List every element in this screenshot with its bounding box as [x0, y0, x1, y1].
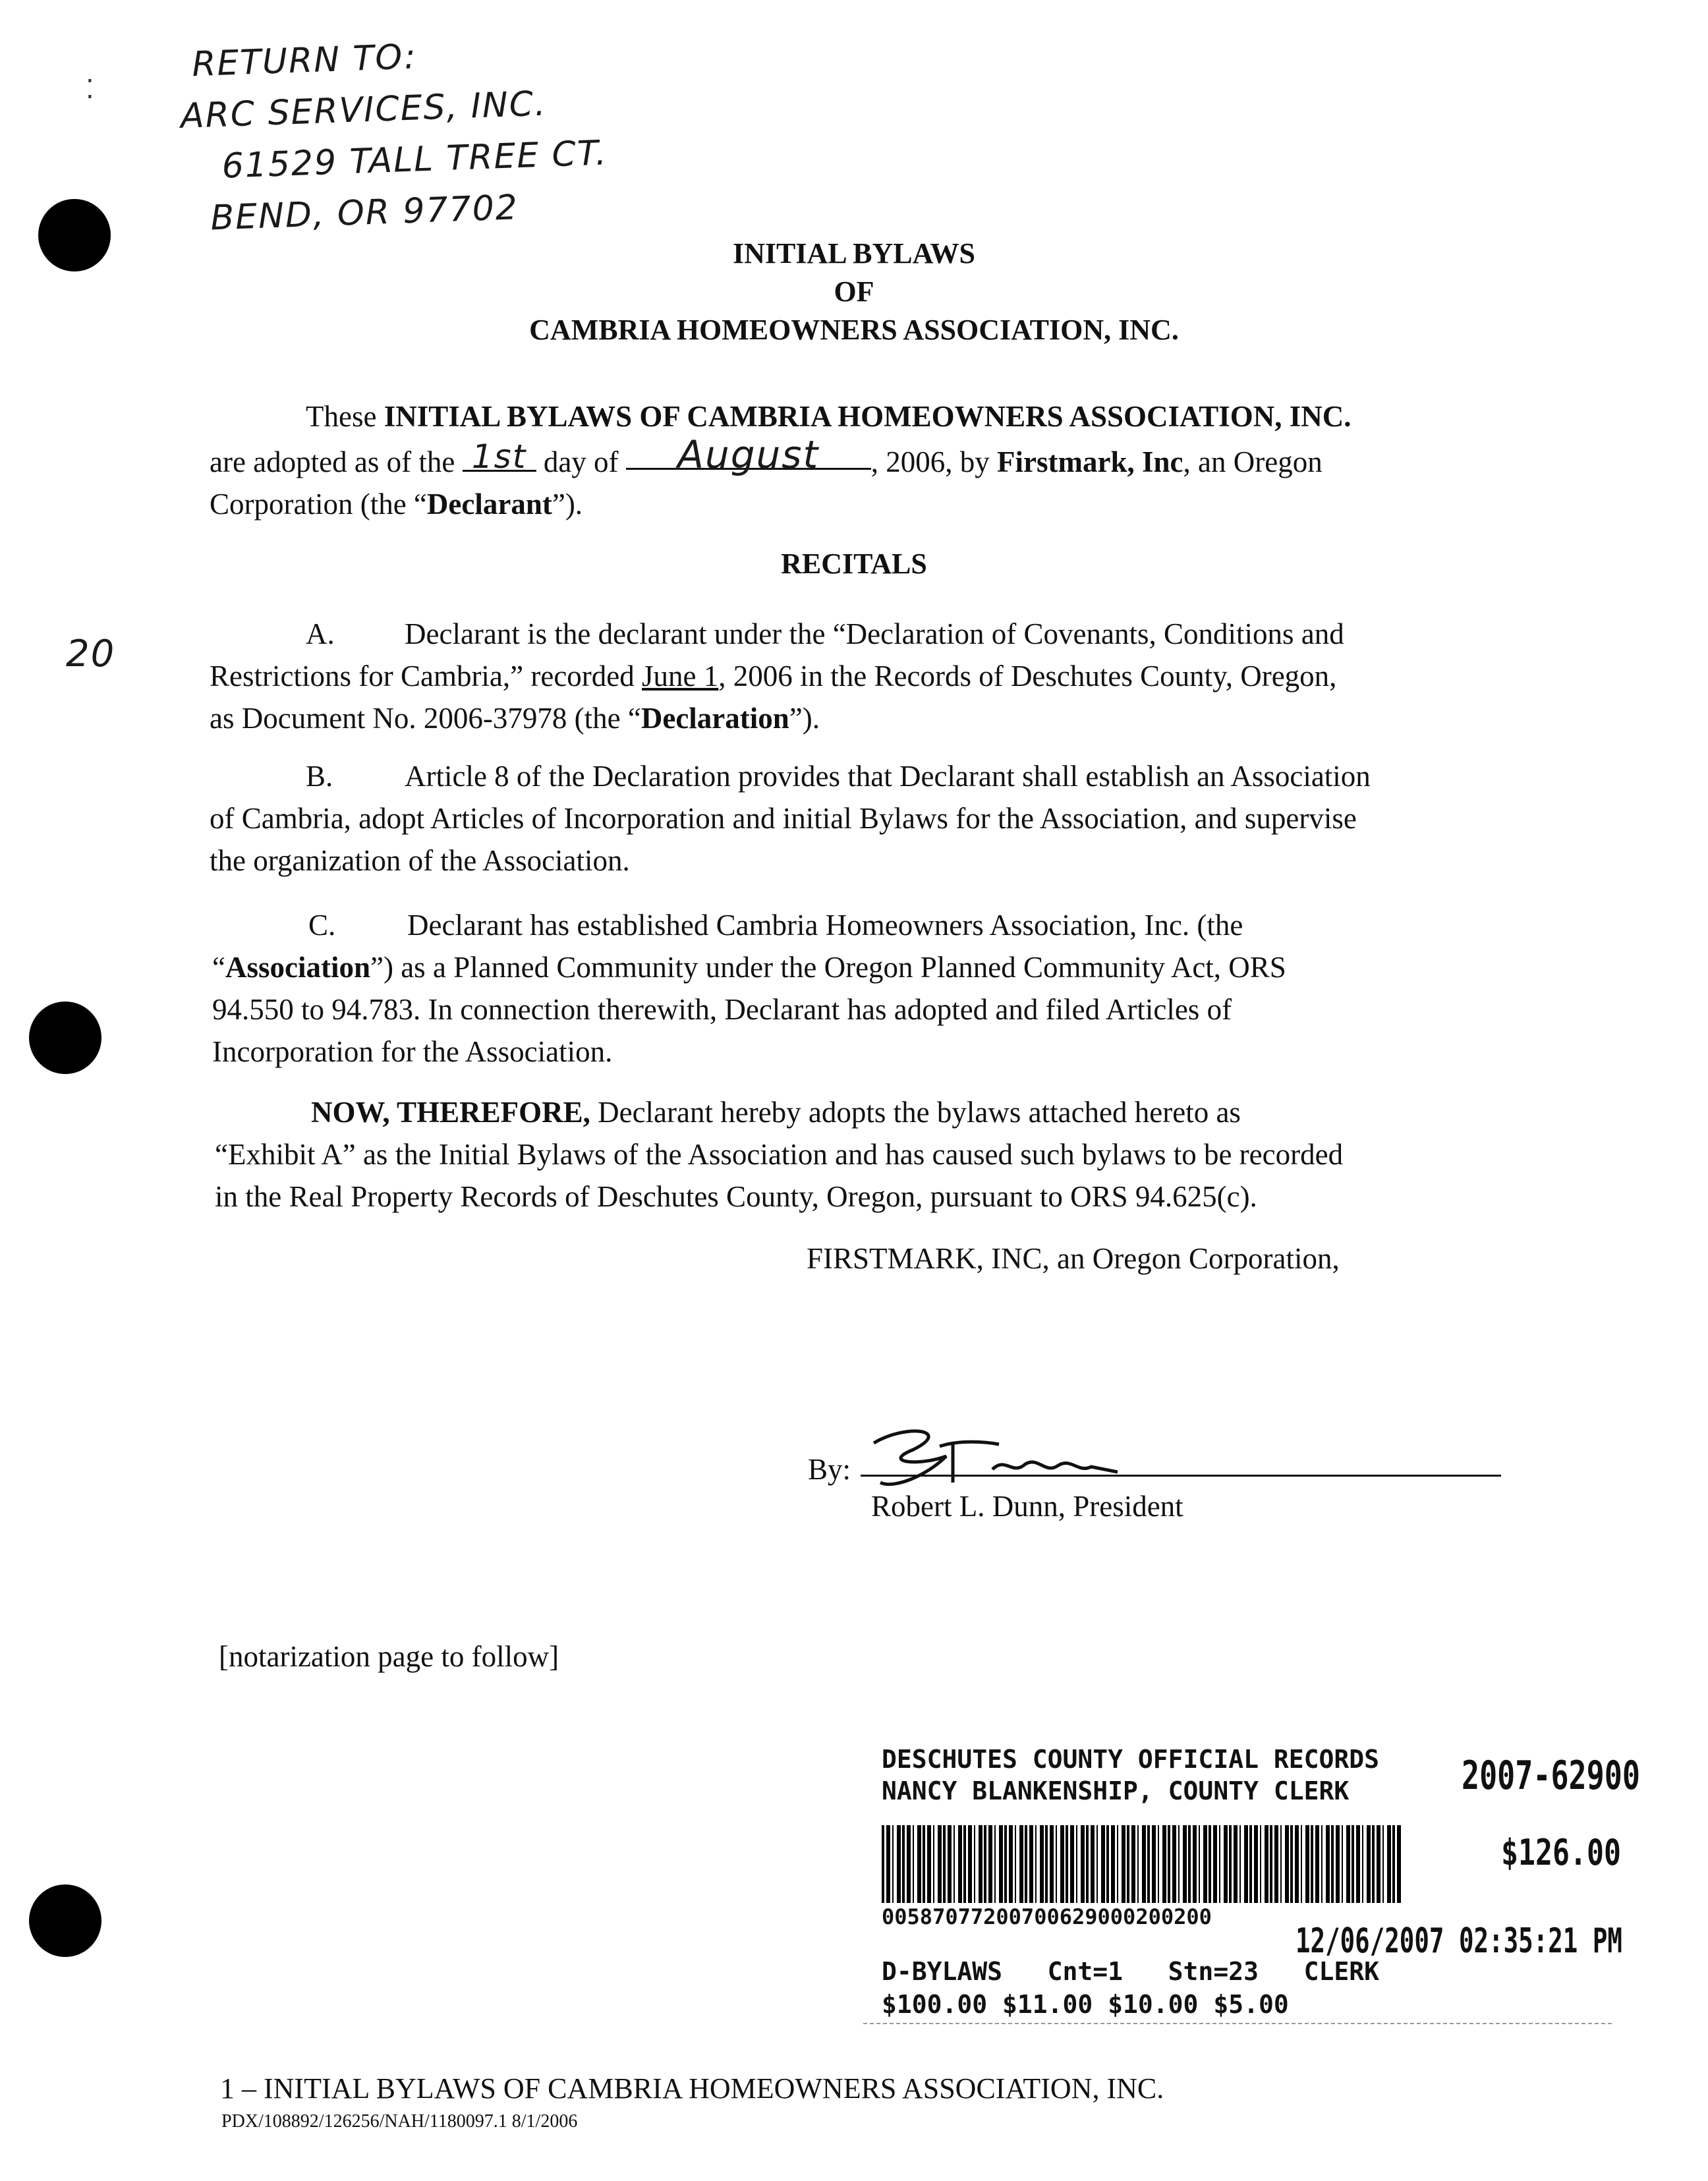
recital-c-line-2	[212, 946, 1504, 988]
hole-punch-bottom	[29, 1884, 101, 1957]
stamp-dashed-rule	[863, 2023, 1612, 2024]
now-therefore-line-3: in the Real Property Records of Deschutes County, Oregon, pursuant to ORS 94.625(c).	[215, 1180, 1257, 1213]
intro-line-1	[210, 395, 1501, 438]
recital-a-line-2	[210, 655, 1501, 697]
company-name: Firstmark, Inc	[997, 445, 1183, 478]
recital-b-letter: B.	[306, 760, 333, 793]
recital-a-letter: A.	[306, 617, 335, 650]
stamp-office-line-1: DESCHUTES COUNTY OFFICIAL RECORDS	[882, 1745, 1379, 1774]
recital-b	[210, 755, 1501, 882]
declaration-term: Declaration	[640, 702, 789, 735]
recitals-heading: RECITALS	[781, 548, 927, 580]
intro-line-3	[210, 483, 1501, 525]
intro-paragraph	[210, 395, 1501, 525]
recital-c-text-2a: “	[212, 951, 225, 984]
stray-mark: ⁚	[86, 74, 94, 104]
handwritten-line-city: BEND, OR 97702	[210, 188, 519, 239]
day-of-label: day of	[543, 445, 619, 478]
stamp-fees-line: $100.00 $11.00 $10.00 $5.00	[882, 1990, 1289, 2019]
title-line-2: OF	[834, 275, 874, 308]
handwritten-line-return-to: RETURN TO:	[191, 37, 418, 85]
stamp-office-line-2: NANCY BLANKENSHIP, COUNTY CLERK	[882, 1776, 1350, 1805]
recital-b-line-3: the organization of the Association.	[210, 844, 630, 877]
intro-line-2	[210, 432, 1501, 483]
recital-b-text-1: Article 8 of the Declaration provides that Declarant shall establish an Association	[405, 760, 1371, 793]
recital-a-text-1: Declarant is the declarant under the “Declaration of Covenants, Conditions and	[405, 617, 1344, 650]
notarization-note: [notarization page to follow]	[219, 1640, 559, 1673]
signature-company-line: FIRSTMARK, INC, an Oregon Corporation,	[807, 1242, 1340, 1275]
recital-c-line-4: Incorporation for the Association.	[212, 1035, 613, 1068]
recital-b-line-2: of Cambria, adopt Articles of Incorporation and initial Bylaws for the Association, and supervise	[210, 802, 1357, 835]
stamp-record-number: 2007-62900	[1462, 1753, 1640, 1799]
recital-c-text-1: Declarant has established Cambria Homeowners Association, Inc. (the	[407, 909, 1243, 942]
now-therefore-line-2: “Exhibit A” as the Initial Bylaws of the Association and has caused such bylaws to be recorded	[215, 1138, 1344, 1171]
company-suffix: , an Oregon	[1183, 445, 1323, 478]
recital-c-line-3: 94.550 to 94.783. In connection therewith, Declarant has adopted and filed Articles of	[212, 993, 1232, 1026]
stamp-barcode	[882, 1825, 1402, 1903]
handwritten-line-company: ARC SERVICES, INC.	[180, 84, 548, 136]
by-label: By:	[808, 1453, 851, 1486]
recital-a-text-2b: , 2006 in the Records of Deschutes County, Oregon,	[718, 660, 1337, 693]
now-therefore-paragraph	[215, 1091, 1506, 1218]
document-title	[0, 235, 1708, 349]
bylaws-name: INITIAL BYLAWS OF CAMBRIA HOMEOWNERS ASSOCIATION, INC.	[384, 400, 1352, 433]
handwritten-signature	[854, 1417, 1131, 1496]
now-therefore-lead: NOW, THEREFORE,	[311, 1096, 590, 1129]
margin-mark: 20	[66, 633, 116, 675]
now-therefore-text-1: Declarant hereby adopts the bylaws attached hereto as	[590, 1096, 1241, 1129]
stamp-datetime: 12/06/2007 02:35:21 PM	[1295, 1921, 1622, 1961]
recital-a-text-3b: ”).	[789, 702, 820, 735]
corporation-prefix: Corporation (the “	[210, 488, 427, 521]
handwritten-return-address	[178, 24, 610, 244]
recording-stamp	[882, 1740, 1640, 2029]
footer-doc-id: PDX/108892/126256/NAH/1180097.1 8/1/2006	[221, 2111, 578, 2132]
intro-these: These	[306, 400, 377, 433]
year-by: , 2006, by	[870, 445, 990, 478]
association-term: Association	[225, 951, 370, 984]
corporation-suffix: ”).	[552, 488, 583, 521]
footer-page-label: 1 – INITIAL BYLAWS OF CAMBRIA HOMEOWNERS ASSOCIATION, INC.	[220, 2072, 1164, 2105]
day-blank	[463, 438, 536, 476]
declarant-term: Declarant	[426, 488, 552, 521]
handwritten-day: 1st	[471, 438, 527, 476]
recital-a-text-2a: Restrictions for Cambria,” recorded	[210, 660, 642, 693]
recital-c-line-1	[212, 904, 1504, 946]
recital-b-line-1	[210, 755, 1501, 797]
month-blank	[626, 432, 871, 477]
recital-c-text-2b: ”) as a Planned Community under the Oregon Planned Community Act, ORS	[370, 951, 1286, 984]
recital-c-letter: C.	[308, 909, 336, 942]
recorded-date: June 1	[642, 660, 719, 693]
handwritten-month: August	[677, 432, 820, 477]
recital-a-line-1	[210, 613, 1501, 655]
adopted-prefix: are adopted as of the	[210, 445, 455, 478]
stamp-doc-line: D-BYLAWS Cnt=1 Stn=23 CLERK	[882, 1957, 1379, 1986]
recital-a-text-3a: as Document No. 2006-37978 (the “	[210, 702, 641, 735]
stamp-barcode-number: 00587077200700629000200200	[882, 1904, 1212, 1929]
signer-name: Robert L. Dunn, President	[871, 1490, 1183, 1523]
handwritten-line-street: 61529 TALL TREE CT.	[221, 133, 609, 186]
title-line-3: CAMBRIA HOMEOWNERS ASSOCIATION, INC.	[529, 314, 1179, 346]
now-therefore-line-1	[215, 1091, 1506, 1133]
title-line-1: INITIAL BYLAWS	[732, 237, 976, 269]
recital-c	[212, 904, 1504, 1073]
stamp-fee-total: $126.00	[1501, 1832, 1622, 1873]
recital-a	[210, 613, 1501, 739]
recital-a-line-3	[210, 697, 1501, 739]
hole-punch-middle	[29, 1002, 101, 1074]
